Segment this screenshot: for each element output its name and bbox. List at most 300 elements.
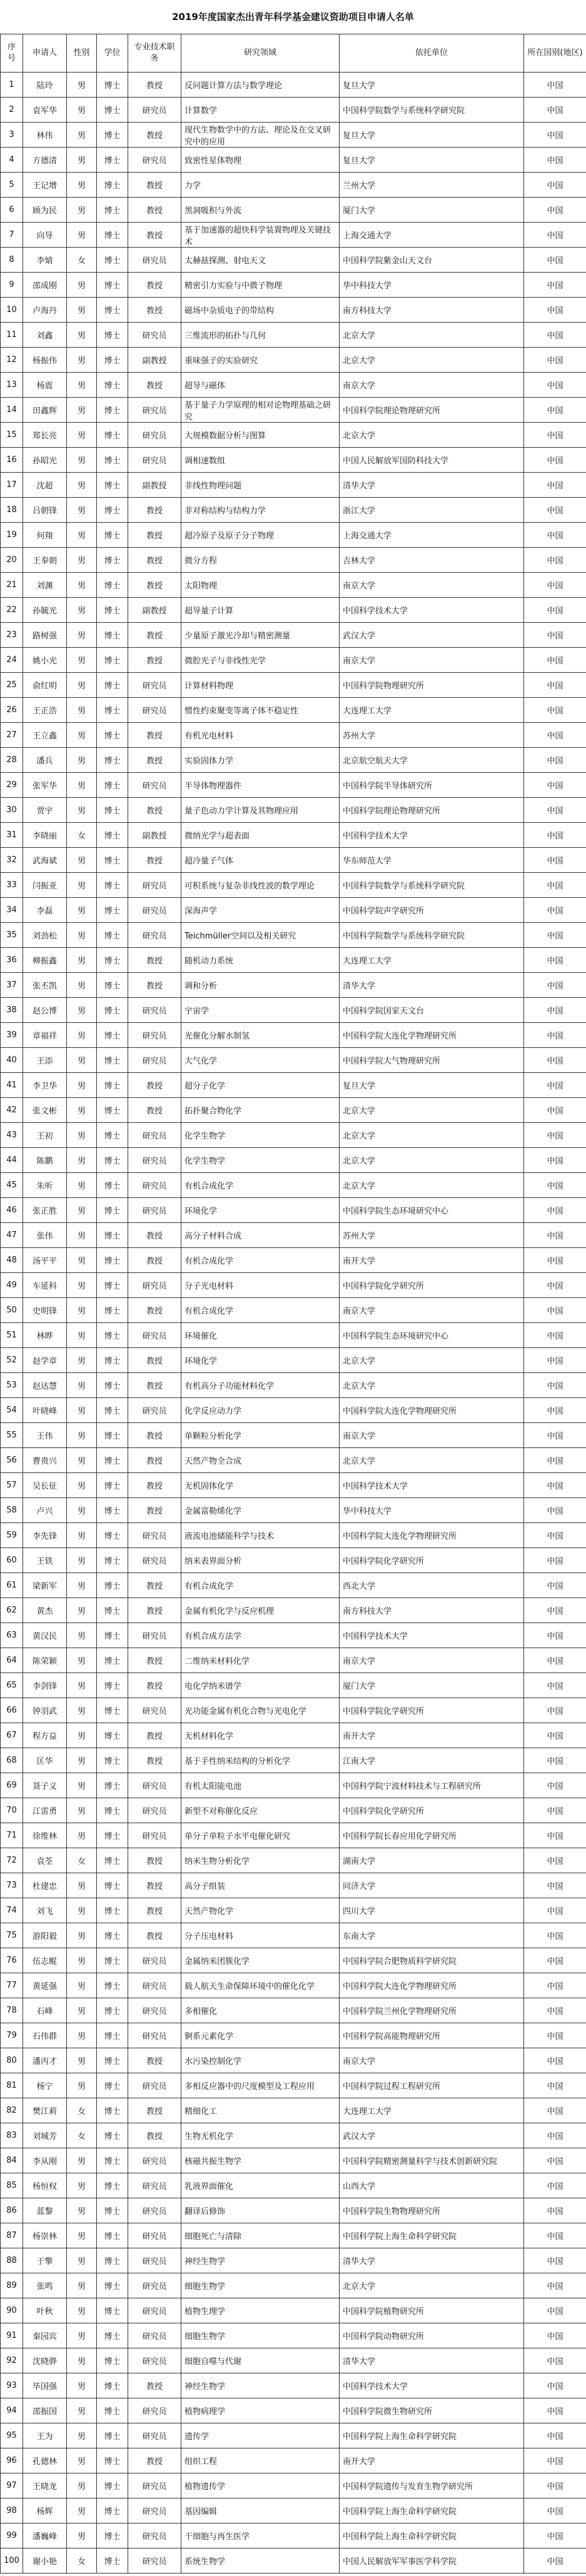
table-row: [1, 1423, 586, 1448]
cell-title: 研究员: [128, 2173, 181, 2198]
table-row: [1, 898, 586, 923]
cell-title: 教授: [128, 1498, 181, 1523]
cell-degree: 博士: [97, 598, 128, 623]
cell-applicant: 王初: [23, 1123, 67, 1148]
cell-title: 研究员: [128, 2298, 181, 2323]
cell-institution: 中国科学院化学研究所: [340, 1798, 524, 1823]
cell-institution: 北京大学: [340, 1173, 524, 1198]
cell-country: 中国: [524, 1798, 586, 1823]
cell-institution: 复旦大学: [340, 1073, 524, 1098]
cell-applicant: 杨恒权: [23, 2173, 67, 2198]
cell-institution: 中国科学院精密测量科学与技术创新研究院: [340, 2148, 524, 2173]
table-row: [1, 2073, 586, 2098]
cell-index: 57: [1, 1473, 23, 1498]
table-row: [1, 1448, 586, 1473]
cell-field: 太阳物理: [181, 573, 340, 598]
cell-gender: 男: [67, 1348, 97, 1373]
cell-index: 13: [1, 373, 23, 398]
cell-title: 副教授: [128, 823, 181, 848]
cell-country: 中国: [524, 2073, 586, 2098]
cell-applicant: 王正浩: [23, 698, 67, 723]
cell-degree: 博士: [97, 1023, 128, 1048]
cell-title: 研究员: [128, 1173, 181, 1198]
cell-institution: 北京大学: [340, 1448, 524, 1473]
cell-field: 少量原子激光冷却与精密测量: [181, 623, 340, 648]
cell-index: 9: [1, 273, 23, 298]
cell-degree: 博士: [97, 1148, 128, 1173]
cell-institution: 中国科学院上海生命科学研究院: [340, 2523, 524, 2548]
cell-index: 96: [1, 2448, 23, 2473]
cell-index: 32: [1, 848, 23, 873]
cell-title: 研究员: [128, 773, 181, 798]
cell-institution: 苏州大学: [340, 1223, 524, 1248]
cell-gender: 男: [67, 1573, 97, 1598]
cell-institution: 中国科学院高能物理研究所: [340, 2023, 524, 2048]
cell-gender: 男: [67, 598, 97, 623]
cell-applicant: 李先锋: [23, 1523, 67, 1548]
cell-degree: 博士: [97, 1848, 128, 1873]
cell-title: 研究员: [128, 1548, 181, 1573]
cell-index: 89: [1, 2273, 23, 2298]
cell-index: 54: [1, 1398, 23, 1423]
table-row: [1, 1223, 586, 1248]
cell-degree: 博士: [97, 2173, 128, 2198]
cell-field: 基因编辑: [181, 2498, 340, 2523]
cell-institution: 北京大学: [340, 1098, 524, 1123]
cell-applicant: 赵学章: [23, 1348, 67, 1373]
cell-degree: 博士: [97, 1648, 128, 1673]
cell-title: 教授: [128, 198, 181, 223]
table-row: [1, 1698, 586, 1723]
cell-institution: 西北大学: [340, 1573, 524, 1598]
cell-country: 中国: [524, 2548, 586, 2573]
cell-country: 中国: [524, 1773, 586, 1798]
cell-institution: 复旦大学: [340, 148, 524, 173]
cell-country: 中国: [524, 98, 586, 123]
cell-title: 教授: [128, 1098, 181, 1123]
cell-country: 中国: [524, 1473, 586, 1498]
cell-title: 研究员: [128, 98, 181, 123]
cell-institution: 中国科学技术大学: [340, 598, 524, 623]
cell-institution: 南开大学: [340, 1723, 524, 1748]
cell-gender: 男: [67, 123, 97, 148]
table-row: [1, 2548, 586, 2573]
cell-index: 77: [1, 1973, 23, 1998]
cell-field: 载人航天生命保障环境中的催化化学: [181, 1973, 340, 1998]
cell-field: 太赫兹探测、射电天文: [181, 248, 340, 273]
table-row: [1, 573, 586, 598]
cell-degree: 博士: [97, 623, 128, 648]
cell-institution: 南方科技大学: [340, 298, 524, 323]
cell-title: 教授: [128, 173, 181, 198]
cell-index: 33: [1, 873, 23, 898]
cell-field: 可积系统与复杂非线性波的数学理论: [181, 873, 340, 898]
cell-index: 3: [1, 123, 23, 148]
cell-index: 88: [1, 2248, 23, 2273]
cell-gender: 男: [67, 1048, 97, 1073]
cell-degree: 博士: [97, 1748, 128, 1773]
cell-gender: 男: [67, 2198, 97, 2223]
cell-gender: 男: [67, 1373, 97, 1398]
cell-title: 研究员: [128, 2523, 181, 2548]
cell-gender: 男: [67, 2523, 97, 2548]
cell-institution: 武汉大学: [340, 623, 524, 648]
cell-gender: 男: [67, 1248, 97, 1273]
cell-gender: 男: [67, 748, 97, 773]
cell-title: 研究员: [128, 2323, 181, 2348]
table-row: [1, 1623, 586, 1648]
cell-title: 教授: [128, 798, 181, 823]
table-row: [1, 1598, 586, 1623]
cell-applicant: 刘飞: [23, 1898, 67, 1923]
cell-gender: 男: [67, 2048, 97, 2073]
cell-gender: 男: [67, 623, 97, 648]
cell-institution: 南京大学: [340, 373, 524, 398]
table-row: [1, 598, 586, 623]
table-row: [1, 798, 586, 823]
cell-gender: 男: [67, 2473, 97, 2498]
cell-field: 翻译后修饰: [181, 2198, 340, 2223]
cell-applicant: 李婧: [23, 248, 67, 273]
cell-institution: 吉林大学: [340, 548, 524, 573]
table-row: [1, 373, 586, 398]
cell-country: 中国: [524, 1973, 586, 1998]
cell-index: 69: [1, 1773, 23, 1798]
cell-field: 力学: [181, 173, 340, 198]
cell-index: 72: [1, 1848, 23, 1873]
cell-index: 7: [1, 223, 23, 248]
cell-country: 中国: [524, 1848, 586, 1873]
table-row: [1, 1823, 586, 1848]
cell-degree: 博士: [97, 1248, 128, 1273]
table-row: [1, 1973, 586, 1998]
table-row: [1, 2023, 586, 2048]
cell-degree: 博士: [97, 1198, 128, 1223]
cell-degree: 博士: [97, 548, 128, 573]
table-row: [1, 698, 586, 723]
table-row: [1, 2273, 586, 2298]
cell-title: 研究员: [128, 873, 181, 898]
cell-gender: 男: [67, 198, 97, 223]
cell-gender: 男: [67, 1548, 97, 1573]
cell-country: 中国: [524, 498, 586, 523]
cell-institution: 中国科学院生态环境研究中心: [340, 1198, 524, 1223]
table-header: [1, 34, 586, 73]
cell-applicant: 游阳毅: [23, 1923, 67, 1948]
cell-field: 生物无机化学: [181, 2123, 340, 2148]
cell-degree: 博士: [97, 1723, 128, 1748]
cell-index: 91: [1, 2323, 23, 2348]
cell-index: 18: [1, 498, 23, 523]
cell-title: 教授: [128, 1748, 181, 1773]
cell-country: 中国: [524, 73, 586, 98]
cell-field: 调相速数组: [181, 448, 340, 473]
cell-institution: 苏州大学: [340, 723, 524, 748]
cell-degree: 博士: [97, 123, 128, 148]
cell-gender: 男: [67, 2298, 97, 2323]
cell-applicant: 张丕凯: [23, 973, 67, 998]
table-row: [1, 2448, 586, 2473]
cell-index: 34: [1, 898, 23, 923]
table-row: [1, 2173, 586, 2198]
cell-institution: 南京大学: [340, 1298, 524, 1323]
cell-gender: 男: [67, 698, 97, 723]
cell-applicant: 伍志鲲: [23, 1948, 67, 1973]
cell-degree: 博士: [97, 1048, 128, 1073]
cell-applicant: 郑长亮: [23, 423, 67, 448]
cell-applicant: 俞红明: [23, 673, 67, 698]
cell-applicant: 曹贵兴: [23, 1448, 67, 1473]
table-row: [1, 1298, 586, 1323]
cell-title: 教授: [128, 1673, 181, 1698]
cell-index: 27: [1, 723, 23, 748]
cell-gender: 男: [67, 1773, 97, 1798]
cell-degree: 博士: [97, 1823, 128, 1848]
cell-field: 微分方程: [181, 548, 340, 573]
cell-field: 有机合成化学: [181, 1573, 340, 1598]
cell-country: 中国: [524, 1723, 586, 1748]
cell-degree: 博士: [97, 148, 128, 173]
table-row: [1, 1648, 586, 1673]
cell-applicant: 刘鑫: [23, 323, 67, 348]
cell-country: 中国: [524, 1673, 586, 1698]
cell-index: 83: [1, 2123, 23, 2148]
cell-degree: 博士: [97, 373, 128, 398]
cell-country: 中国: [524, 1598, 586, 1623]
cell-field: 单分子单粒子水平电催化研究: [181, 1823, 340, 1848]
header-index: 序号: [1, 34, 23, 73]
cell-gender: 女: [67, 2098, 97, 2123]
cell-institution: 华中科技大学: [340, 1498, 524, 1523]
cell-title: 教授: [128, 2048, 181, 2073]
table-row: [1, 323, 586, 348]
cell-institution: 北京航空航天大学: [340, 748, 524, 773]
cell-title: 研究员: [128, 148, 181, 173]
cell-field: 超分子化学: [181, 1073, 340, 1098]
cell-title: 研究员: [128, 2023, 181, 2048]
cell-degree: 博士: [97, 648, 128, 673]
table-row: [1, 1098, 586, 1123]
cell-degree: 博士: [97, 98, 128, 123]
cell-country: 中国: [524, 373, 586, 398]
cell-field: 微腔光子与非线性光学: [181, 648, 340, 673]
cell-index: 58: [1, 1498, 23, 1523]
cell-applicant: 张鸣: [23, 2273, 67, 2298]
cell-field: 致密性星体物理: [181, 148, 340, 173]
cell-country: 中国: [524, 1498, 586, 1523]
cell-degree: 博士: [97, 198, 128, 223]
cell-gender: 男: [67, 1273, 97, 1298]
cell-applicant: 叶晓峰: [23, 1398, 67, 1423]
cell-degree: 博士: [97, 1623, 128, 1648]
cell-field: 大气化学: [181, 1048, 340, 1073]
cell-field: 光功能金属有机化合物与光电化学: [181, 1698, 340, 1723]
cell-institution: 大连理工大学: [340, 948, 524, 973]
cell-institution: 中国科学院宁波材料技术与工程研究所: [340, 1773, 524, 1798]
cell-country: 中国: [524, 523, 586, 548]
table-row: [1, 2423, 586, 2448]
cell-institution: 中国科学院数学与系统科学研究院: [340, 98, 524, 123]
cell-institution: 中国科学技术大学: [340, 823, 524, 848]
cell-institution: 上海交通大学: [340, 223, 524, 248]
cell-country: 中国: [524, 1423, 586, 1448]
cell-field: 细胞生物学: [181, 2273, 340, 2298]
cell-country: 中国: [524, 1048, 586, 1073]
cell-country: 中国: [524, 1523, 586, 1548]
cell-country: 中国: [524, 1323, 586, 1348]
cell-country: 中国: [524, 2098, 586, 2123]
cell-institution: 北京大学: [340, 1373, 524, 1398]
cell-gender: 男: [67, 2248, 97, 2273]
cell-institution: 中国科学院动物研究所: [340, 2323, 524, 2348]
cell-degree: 博士: [97, 1548, 128, 1573]
cell-applicant: 陆玲: [23, 73, 67, 98]
cell-gender: 男: [67, 648, 97, 673]
cell-field: 实验固体力学: [181, 748, 340, 773]
header-institution: 依托单位: [340, 34, 524, 73]
cell-title: 教授: [128, 1598, 181, 1623]
cell-applicant: 张伟: [23, 1223, 67, 1248]
cell-field: 计算材料物理: [181, 673, 340, 698]
cell-index: 49: [1, 1273, 23, 1298]
cell-degree: 博士: [97, 1348, 128, 1373]
cell-degree: 博士: [97, 2498, 128, 2523]
cell-index: 98: [1, 2498, 23, 2523]
cell-index: 66: [1, 1698, 23, 1723]
cell-index: 55: [1, 1423, 23, 1448]
cell-institution: 华中科技大学: [340, 273, 524, 298]
cell-gender: 男: [67, 773, 97, 798]
cell-field: 锕系元素化学: [181, 2023, 340, 2048]
table-row: [1, 298, 586, 323]
cell-index: 85: [1, 2173, 23, 2198]
cell-index: 87: [1, 2223, 23, 2248]
cell-field: 微纳光学与超表面: [181, 823, 340, 848]
cell-institution: 中国科学院微生物研究所: [340, 2398, 524, 2423]
cell-institution: 中国科学院长春应用化学研究所: [340, 1823, 524, 1848]
cell-index: 6: [1, 198, 23, 223]
cell-applicant: 沈晓骅: [23, 2348, 67, 2373]
cell-applicant: 王铁: [23, 1548, 67, 1573]
cell-degree: 博士: [97, 1898, 128, 1923]
cell-index: 46: [1, 1198, 23, 1223]
cell-gender: 男: [67, 473, 97, 498]
cell-field: 精密引力实验与中微子物理: [181, 273, 340, 298]
cell-index: 25: [1, 673, 23, 698]
cell-applicant: 程方益: [23, 1723, 67, 1748]
cell-field: 现代生物数学中的方法、理论及在交叉研究中的应用: [181, 123, 340, 148]
cell-applicant: 方德清: [23, 148, 67, 173]
cell-institution: 上海交通大学: [340, 523, 524, 548]
cell-degree: 博士: [97, 948, 128, 973]
cell-gender: 男: [67, 1148, 97, 1173]
cell-gender: 男: [67, 1748, 97, 1773]
cell-institution: 南方科技大学: [340, 1598, 524, 1623]
cell-country: 中国: [524, 773, 586, 798]
cell-country: 中国: [524, 2048, 586, 2073]
cell-applicant: 陈荣颖: [23, 1648, 67, 1673]
cell-gender: 男: [67, 1698, 97, 1723]
cell-applicant: 石峰: [23, 1998, 67, 2023]
cell-field: 金属富勒烯化学: [181, 1498, 340, 1523]
cell-applicant: 史明锋: [23, 1298, 67, 1323]
table-row: [1, 673, 586, 698]
cell-institution: 中国科学院数学与系统科学研究院: [340, 873, 524, 898]
table-row: [1, 1348, 586, 1373]
cell-title: 副教授: [128, 598, 181, 623]
cell-field: 多相催化: [181, 1998, 340, 2023]
cell-field: 植物生理学: [181, 2298, 340, 2323]
cell-institution: 清华大学: [340, 973, 524, 998]
cell-country: 中国: [524, 673, 586, 698]
cell-degree: 博士: [97, 848, 128, 873]
table-row: [1, 348, 586, 373]
cell-institution: 中国科学院植物研究所: [340, 2298, 524, 2323]
cell-institution: 湖南大学: [340, 1848, 524, 1873]
cell-index: 31: [1, 823, 23, 848]
cell-applicant: 聂子义: [23, 1773, 67, 1798]
cell-degree: 博士: [97, 2373, 128, 2398]
cell-degree: 博士: [97, 2198, 128, 2223]
cell-institution: 中国科学院生态环境研究中心: [340, 1323, 524, 1348]
cell-institution: 中国科学技术大学: [340, 1623, 524, 1648]
cell-degree: 博士: [97, 1448, 128, 1473]
cell-title: 研究员: [128, 1798, 181, 1823]
cell-title: 教授: [128, 1223, 181, 1248]
cell-field: 有机高分子功能材料化学: [181, 1373, 340, 1398]
cell-country: 中国: [524, 1823, 586, 1848]
cell-country: 中国: [524, 948, 586, 973]
cell-index: 21: [1, 573, 23, 598]
cell-degree: 博士: [97, 1598, 128, 1623]
cell-field: 光催化分解水制氢: [181, 1023, 340, 1048]
cell-gender: 男: [67, 2348, 97, 2373]
cell-title: 教授: [128, 623, 181, 648]
table-row: [1, 1748, 586, 1773]
cell-country: 中国: [524, 273, 586, 298]
cell-institution: 中国科学院生物物理研究所: [340, 2198, 524, 2223]
cell-gender: 男: [67, 1523, 97, 1548]
cell-institution: 中国科学院半导体研究所: [340, 773, 524, 798]
table-row: [1, 173, 586, 198]
cell-applicant: 孙毓光: [23, 598, 67, 623]
cell-degree: 博士: [97, 1073, 128, 1098]
cell-title: 研究员: [128, 673, 181, 698]
table-row: [1, 1898, 586, 1923]
cell-title: 研究员: [128, 1523, 181, 1548]
cell-field: 半导体物理器件: [181, 773, 340, 798]
cell-field: 超冷量子气体: [181, 848, 340, 873]
cell-institution: 北京大学: [340, 423, 524, 448]
table-row: [1, 2148, 586, 2173]
cell-index: 29: [1, 773, 23, 798]
cell-country: 中国: [524, 223, 586, 248]
table-row: [1, 623, 586, 648]
cell-applicant: 匡华: [23, 1748, 67, 1773]
table-row: [1, 1198, 586, 1223]
cell-degree: 博士: [97, 673, 128, 698]
cell-title: 研究员: [128, 1048, 181, 1073]
cell-field: 三维流形的拓扑与几何: [181, 323, 340, 348]
cell-degree: 博士: [97, 1973, 128, 1998]
cell-index: 26: [1, 698, 23, 723]
cell-field: 单颗粒分析化学: [181, 1423, 340, 1448]
cell-title: 研究员: [128, 323, 181, 348]
cell-applicant: 秦园宾: [23, 2323, 67, 2348]
table-row: [1, 923, 586, 948]
cell-institution: 清华大学: [340, 2248, 524, 2273]
cell-country: 中国: [524, 2398, 586, 2423]
